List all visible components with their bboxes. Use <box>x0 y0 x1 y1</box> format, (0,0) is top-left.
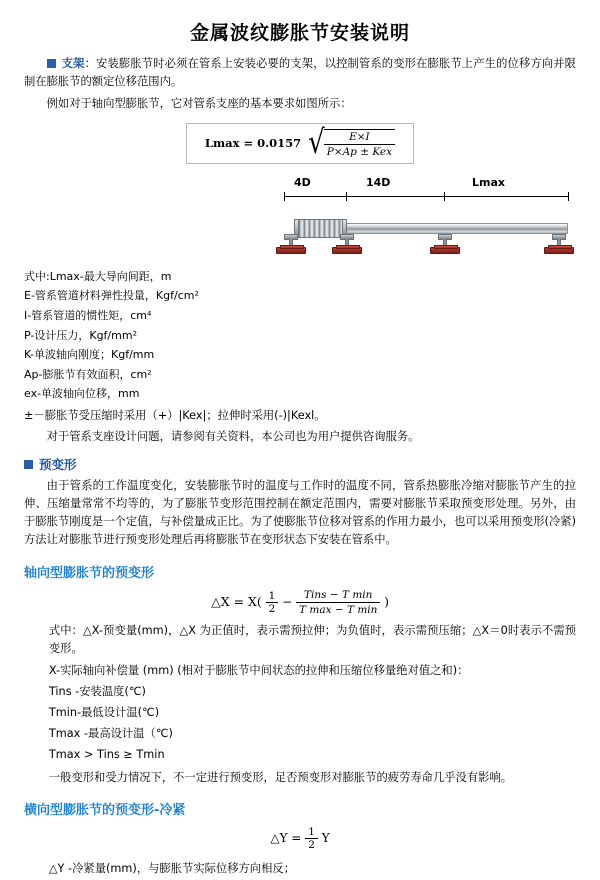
diagram-label-4d: 4D <box>294 175 311 189</box>
bracket-heading: 支架 <box>61 57 85 70</box>
legend-item: K-单波轴向刚度；Kgf/mm <box>24 348 155 362</box>
bracket-paragraph-2-wrap <box>24 95 576 113</box>
axial-eq-half <box>266 590 279 615</box>
square-bullet-icon <box>47 59 56 68</box>
support-anchor-icon <box>276 234 306 256</box>
legend-item: E-管系管道材料弹性投量，Kgf/cm² <box>24 289 199 303</box>
support-guide-icon <box>430 234 460 256</box>
support-anchor-icon <box>544 234 574 256</box>
lateral-eq-rhs: Y <box>321 831 330 846</box>
lmax-formula-box <box>186 123 414 164</box>
legend-item: ex-单波轴向位移，mm <box>24 387 140 401</box>
legend-item: Ap-膨胀节有效面积，cm² <box>24 367 152 381</box>
axial-item: X-实际轴向补偿量 (mm) (相对于膨胀节中间状态的拉伸和压缩位移量绝对值之和)： <box>48 664 469 678</box>
support-base <box>544 247 574 254</box>
diagram-label-14d: 14D <box>366 175 391 189</box>
lateral-eq-half-num: 1 <box>305 826 318 839</box>
bracket-section-paragraph: 支架：安装膨胀节时必须在管系上安装必要的支架，以控制管系的变形在膨胀节上产生的位移方向并限制在膨胀节的额定位移范围内。 <box>24 57 576 89</box>
predeform-heading-row <box>24 455 576 473</box>
lateral-note: △Y -冷紧量(mm)，与膨胀节实际位移方向相反； <box>48 862 295 876</box>
legend-item: P-设计压力，Kgf/mm² <box>24 328 137 342</box>
axial-footnote: 一般变形和受力情况下，不一定进行预变形，足否预变形对膨胀节的疲劳寿命几乎没有影响。 <box>48 770 513 784</box>
dim-segment-4d <box>284 196 346 197</box>
axial-item: Tmax > Tins ≥ Tmin <box>48 747 165 761</box>
legend-item: 式中:Lmax-最大导向间距，m <box>24 269 172 283</box>
legend-item: ±－膨胀节受压缩时采用（+）|Kex|；拉伸时采用(-)|Kexl。 <box>24 408 326 422</box>
bracket-paragraph-3: 对于管系支座设计问题，请参阅有关资料，本公司也为用户提供咨询服务。 <box>46 430 420 444</box>
axial-footnote-wrap <box>49 769 576 787</box>
axial-eq-frac-den: T max − T min <box>299 603 378 616</box>
lateral-eq-half-den: 2 <box>308 839 315 852</box>
axial-bellows-diagram <box>276 176 576 267</box>
axial-eq-half-den: 2 <box>268 602 276 615</box>
diagram-dimension-lines <box>276 192 576 201</box>
axial-item: Tmax -最高设计温（℃) <box>48 726 173 740</box>
lateral-eq-half <box>305 826 318 851</box>
page-title: 金属波纹膨胀节安装说明 <box>189 22 410 44</box>
radical-content <box>324 129 395 158</box>
bracket-paragraph-2: 例如对于轴向型膨胀节，它对管系支座的基本要求如图所示： <box>46 96 352 110</box>
axial-eq-lhs: △X = X( <box>211 593 262 609</box>
axial-eq-rhs: ) <box>384 594 389 609</box>
lateral-predeform-equation <box>24 826 576 851</box>
axial-eq-frac-num: Tins − T min <box>296 589 380 603</box>
axial-eq-half-num: 1 <box>266 590 279 603</box>
axial-eq-minus: − <box>282 594 293 609</box>
axial-item: Tins -安装温度(℃) <box>48 685 146 699</box>
diagram-label-lmax: Lmax <box>472 175 505 189</box>
dim-tick <box>568 192 569 201</box>
radical-sign-glyph: √ <box>308 124 325 163</box>
support-base <box>430 247 460 254</box>
support-base <box>332 247 362 254</box>
dim-segment-lmax <box>444 196 568 197</box>
axial-item: Tmin-最低设计温(℃) <box>48 706 160 720</box>
legend-item-8-wrap <box>24 407 576 425</box>
lmax-denominator: P×Ap ± Kex <box>326 145 393 158</box>
lmax-fraction <box>324 131 395 158</box>
pipe-assembly-illustration <box>276 201 576 267</box>
predeform-paragraph-1: 由于管系的工作温度变化，安装膨胀节时的温度与工作时的温度不同，管系热膨胀冷缩对膨胀节产生的拉伸、压缩量常常不均等的，为了膨胀节变形范围控制在额定范围内，需要对膨胀节采取预变形处理。另外，由于膨胀节刚度是一个定值，与补偿量成正比。为了使膨胀节位移对管系的作用力最小，也可以采用预变形(冷紧)方法让对膨胀节进行预变形处理后再将膨胀节在变形状态下安装在管系中。 <box>24 478 576 547</box>
lateral-eq-lhs: △Y = <box>270 831 302 846</box>
lateral-predeform-heading: 横向型膨胀节的预变形-冷紧 <box>24 803 186 819</box>
bracket-paragraph-1: 安装膨胀节时必须在管系上安装必要的支架，以控制管系的变形在膨胀节上产生的位移方向并限制在膨胀节的额定位移范围内。 <box>24 57 576 89</box>
bracket-paragraph-3-wrap <box>24 428 576 446</box>
axial-predeform-heading: 轴向型膨胀节的预变形 <box>24 565 155 581</box>
formula-legend-list <box>24 267 284 404</box>
axial-note: 式中：△X-预变量(mm)，△X 为正值时，表示需预拉伸；为负值时，表示需预压缩；△X＝0时表示不需预变形。 <box>48 623 576 656</box>
square-bullet-icon <box>24 460 33 469</box>
dim-segment-14d <box>346 196 444 197</box>
axial-note-wrap <box>49 622 576 659</box>
predeform-paragraph-1-wrap <box>24 477 576 550</box>
lmax-numerator: E×I <box>324 131 395 145</box>
axial-predeform-equation <box>24 589 576 616</box>
lmax-formula-label: Lmax = 0.0157 <box>204 136 302 151</box>
support-base <box>276 247 306 254</box>
square-root-icon <box>308 124 395 163</box>
support-guide-icon <box>332 234 362 256</box>
diagram-dimension-labels <box>276 176 576 192</box>
legend-item: I-管系管道的惯性矩，cm⁴ <box>24 309 152 323</box>
predeform-heading: 预变形 <box>39 456 77 472</box>
axial-eq-fraction <box>296 589 380 616</box>
lmax-formula <box>204 124 395 163</box>
